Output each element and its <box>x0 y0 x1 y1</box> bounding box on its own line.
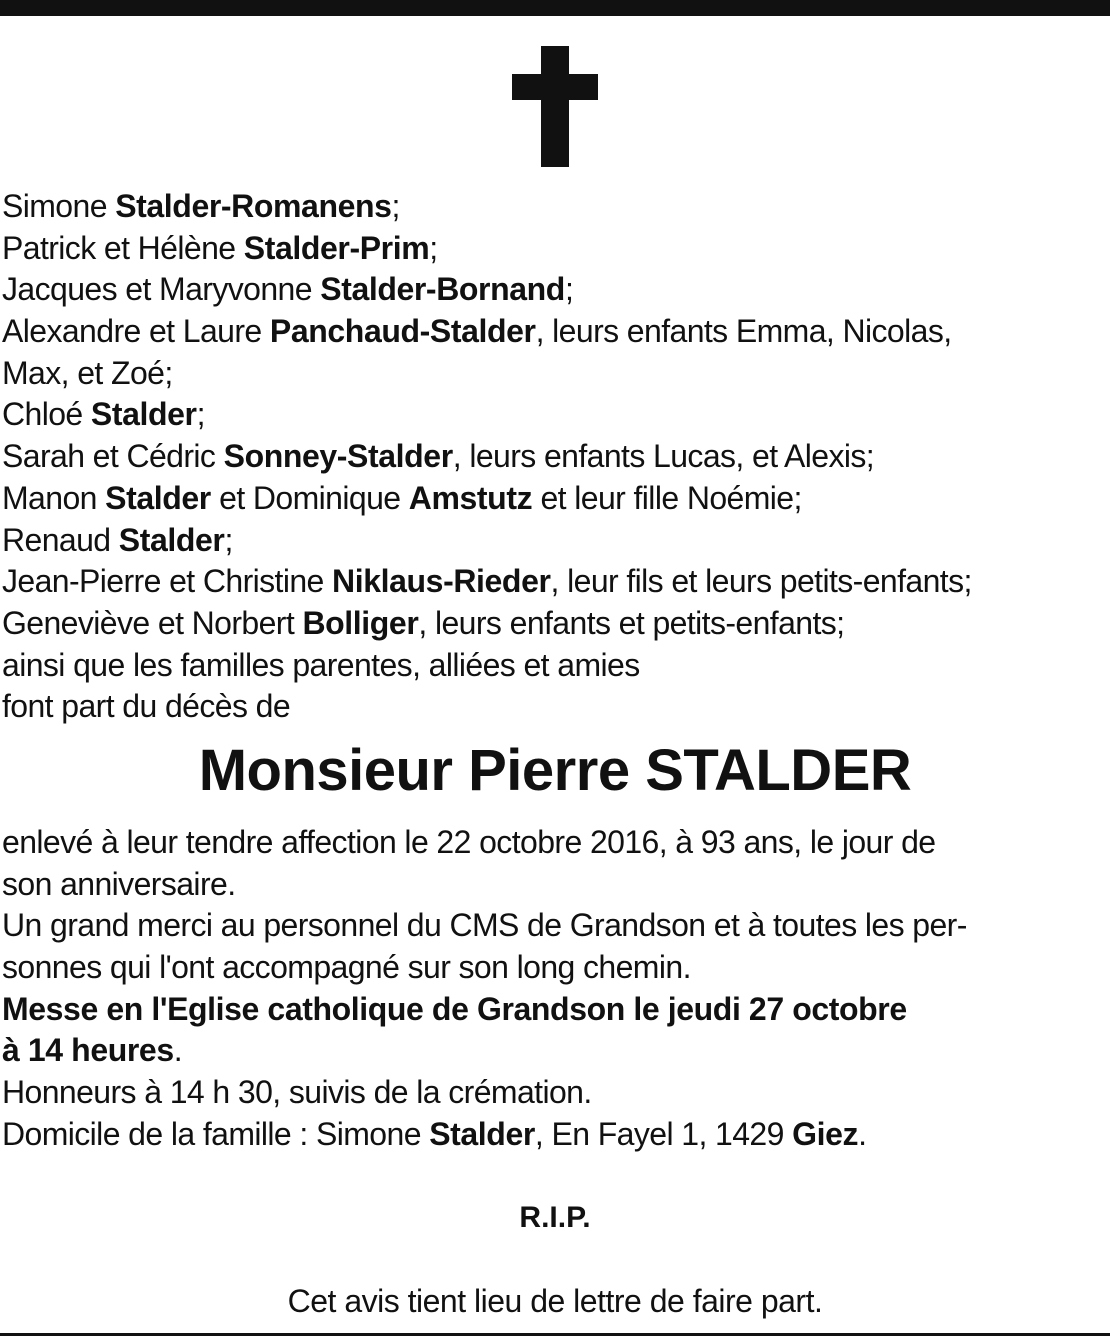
honours-line: Honneurs à 14 h 30, suivis de la crémation. <box>2 1074 592 1111</box>
family-line: Alexandre et Laure Panchaud-Stalder, leurs enfants Emma, Nicolas, <box>2 313 952 350</box>
bottom-border-rule <box>0 1333 1110 1336</box>
family-line: ainsi que les familles parentes, alliées et amies <box>2 646 640 683</box>
family-line: Geneviève et Norbert Bolliger, leurs enfants et petits-enfants; <box>2 604 845 641</box>
thanks-line: Un grand merci au personnel du CMS de Grandson et à toutes les per- <box>2 907 967 944</box>
deceased-name: Monsieur Pierre STALDER <box>198 738 912 803</box>
top-border-rule <box>0 0 1110 16</box>
rip-text: R.I.P. <box>519 1201 591 1234</box>
family-line: Renaud Stalder; <box>2 521 233 558</box>
tribute-text <box>2 822 967 1156</box>
family-line: font part du décès de <box>2 688 291 725</box>
family-line: Sarah et Cédric Sonney-Stalder, leurs enfants Lucas, et Alexis; <box>2 438 875 475</box>
thanks-line: sonnes qui l'ont accompagné sur son long chemin. <box>2 949 691 986</box>
family-line: Simone Stalder-Romanens; <box>2 188 400 224</box>
family-line: Chloé Stalder; <box>2 396 205 433</box>
family-line: Max, et Zoé; <box>2 354 173 391</box>
family-line: Jean-Pierre et Christine Niklaus-Rieder, leur fils et leurs petits-enfants; <box>2 563 972 600</box>
family-line: Patrick et Hélène Stalder-Prim; <box>2 229 438 266</box>
family-list <box>2 186 972 728</box>
mass-line: Messe en l'Eglise catholique de Grandson le jeudi 27 octobre <box>2 990 907 1027</box>
closing-note: Cet avis tient lieu de lettre de faire part. <box>287 1283 823 1319</box>
tribute-line: enlevé à leur tendre affection le 22 octobre 2016, à 93 ans, le jour de <box>2 824 936 860</box>
domicile-line: Domicile de la famille : Simone Stalder, En Fayel 1, 1429 Giez. <box>2 1115 867 1152</box>
family-line: Jacques et Maryvonne Stalder-Bornand; <box>2 271 574 308</box>
tribute-line: son anniversaire. <box>2 865 236 902</box>
family-line: Manon Stalder et Dominique Amstutz et leur fille Noémie; <box>2 479 802 516</box>
mass-line: à 14 heures. <box>2 1032 183 1069</box>
cross-icon <box>512 46 598 167</box>
